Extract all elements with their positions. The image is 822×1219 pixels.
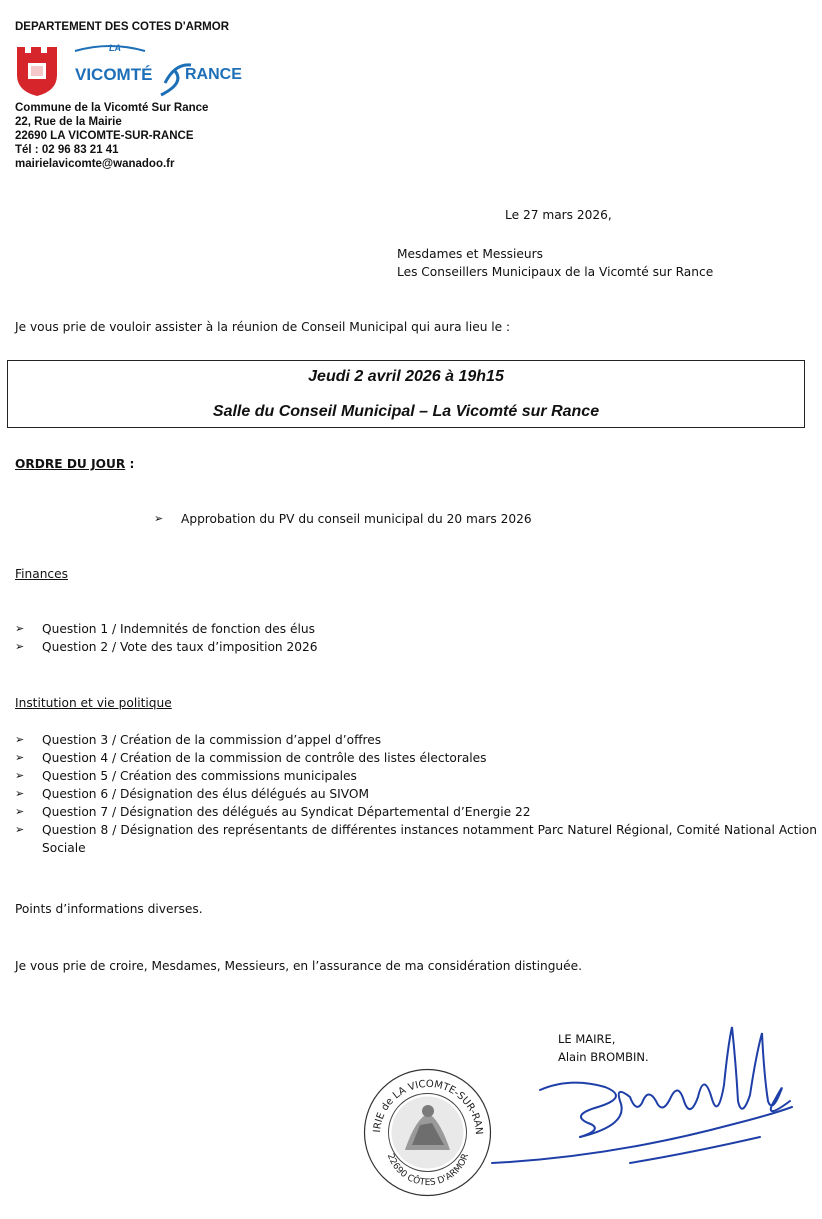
question-5: Question 5 / Création des commissions municipales bbox=[42, 769, 357, 783]
arrow-bullet-icon: ➢ bbox=[15, 787, 25, 800]
recipients bbox=[397, 245, 713, 281]
agenda-heading bbox=[15, 455, 134, 473]
section-title-institution: Institution et vie politique bbox=[15, 696, 172, 710]
list-item bbox=[15, 620, 815, 638]
question-3: Question 3 / Création de la commission d’appel d’offres bbox=[42, 733, 382, 747]
question-6: Question 6 / Désignation des élus délégués au SIVOM bbox=[42, 787, 369, 801]
agenda-title-suffix: : bbox=[125, 457, 135, 471]
institution-list bbox=[15, 731, 817, 857]
misc-info: Points d’informations diverses. bbox=[15, 902, 203, 916]
question-4: Question 4 / Création de la commission de contrôle des listes électorales bbox=[42, 751, 487, 765]
section-title-finances: Finances bbox=[15, 567, 68, 581]
commune-logo bbox=[15, 43, 255, 99]
meeting-box bbox=[7, 360, 805, 428]
list-item bbox=[154, 510, 532, 528]
signature-scribble-icon bbox=[430, 1015, 810, 1185]
meeting-datetime: Jeudi 2 avril 2026 à 19h15 bbox=[308, 368, 504, 385]
list-item bbox=[15, 638, 815, 656]
commune-name: Commune de la Vicomté Sur Rance bbox=[15, 102, 209, 114]
logo-left-text: VICOMTÉ bbox=[75, 65, 153, 84]
list-item bbox=[15, 731, 817, 749]
commune-street: 22, Rue de la Mairie bbox=[15, 116, 122, 128]
list-item bbox=[15, 803, 817, 821]
agenda-title: ORDRE DU JOUR bbox=[15, 457, 126, 471]
question-7: Question 7 / Désignation des délégués au Syndicat Départemental d’Energie 22 bbox=[42, 805, 531, 819]
commune-email: mairielavicomte@wanadoo.fr bbox=[15, 158, 175, 170]
agenda-approval-text: Approbation du PV du conseil municipal du 20 mars 2026 bbox=[181, 512, 532, 526]
department-header: DEPARTEMENT DES COTES D'ARMOR bbox=[15, 21, 230, 33]
arrow-bullet-icon: ➢ bbox=[15, 751, 25, 764]
arrow-bullet-icon: ➢ bbox=[15, 640, 25, 653]
list-item bbox=[15, 767, 817, 785]
meeting-location: Salle du Conseil Municipal – La Vicomté sur Rance bbox=[212, 403, 600, 420]
signature-title: LE MAIRE, bbox=[558, 1032, 616, 1046]
recipients-line-1: Mesdames et Messieurs bbox=[397, 247, 543, 261]
finances-list bbox=[15, 620, 815, 656]
arrow-bullet-icon: ➢ bbox=[15, 733, 25, 746]
logo-small-text: LA bbox=[109, 43, 121, 53]
arrow-bullet-icon: ➢ bbox=[154, 512, 164, 525]
letter-date: Le 27 mars 2026, bbox=[505, 208, 612, 222]
arrow-bullet-icon: ➢ bbox=[15, 823, 25, 836]
arrow-bullet-icon: ➢ bbox=[15, 769, 25, 782]
agenda-approval bbox=[154, 510, 532, 528]
question-2: Question 2 / Vote des taux d’imposition 2026 bbox=[42, 640, 318, 654]
logo-right-text: RANCE bbox=[185, 66, 242, 83]
intro-text: Je vous prie de vouloir assister à la réunion de Conseil Municipal qui aura lieu le : bbox=[15, 320, 511, 334]
commune-city: 22690 LA VICOMTE-SUR-RANCE bbox=[15, 130, 194, 142]
recipients-line-2: Les Conseillers Municipaux de la Vicomté sur Rance bbox=[397, 265, 714, 279]
stamp-top-text: IRIE de LA VICOMTE-SUR-RAN bbox=[372, 1078, 485, 1136]
question-1: Question 1 / Indemnités de fonction des élus bbox=[42, 622, 315, 636]
commune-address bbox=[15, 101, 208, 171]
list-item bbox=[15, 749, 817, 767]
commune-phone: Tél : 02 96 83 21 41 bbox=[15, 144, 119, 156]
signature-name: Alain BROMBIN. bbox=[558, 1050, 649, 1064]
arrow-bullet-icon: ➢ bbox=[15, 805, 25, 818]
arrow-bullet-icon: ➢ bbox=[15, 622, 25, 635]
stamp-bottom-text: 22690 CÔTES D'ARMOR bbox=[384, 1152, 472, 1189]
list-item bbox=[15, 821, 817, 857]
handwritten-signature bbox=[430, 1015, 810, 1185]
question-8: Question 8 / Désignation des représentants de différentes instances notamment Parc Naturel Régional, Comité National Action Sociale bbox=[42, 823, 817, 855]
list-item bbox=[15, 785, 817, 803]
closing-text: Je vous prie de croire, Mesdames, Messieurs, en l’assurance de ma considération distinguée. bbox=[15, 959, 583, 973]
